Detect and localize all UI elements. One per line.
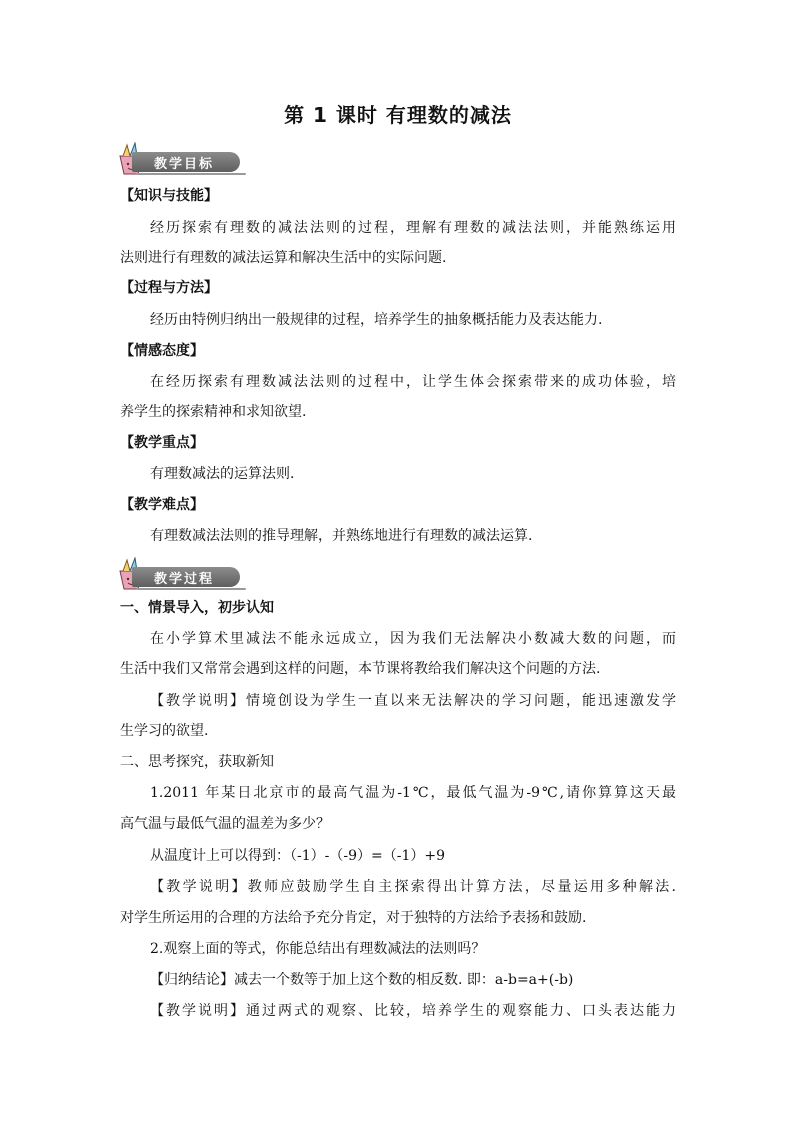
heading-knowledge: 【知识与技能】 — [120, 188, 218, 204]
text-line: 经历探索有理数的减法法则的过程，理解有理数的减法法则，并能熟练运用 — [150, 220, 676, 236]
text-line: 对学生所运用的合理的方法给予充分肯定，对于独特的方法给予表扬和鼓励. — [120, 910, 587, 926]
text-line: 有理数减法的运算法则. — [150, 466, 295, 482]
heading-attitude: 【情感态度】 — [120, 343, 204, 359]
text-line: 有理数减法法则的推导理解，并熟练地进行有理数的减法运算. — [150, 528, 533, 544]
section-badge-process — [114, 557, 244, 589]
text-line: 生活中我们又常常会遇到这样的问题，本节课将教给我们解决这个问题的方法. — [120, 661, 601, 677]
section-heading-1: 一、情景导入，初步认知 — [120, 600, 274, 616]
text-line: 【教学说明】教师应鼓励学生自主探索得出计算方法，尽量运用多种解法. — [150, 879, 676, 895]
section-badge-objectives — [114, 142, 244, 174]
text-line: 【教学说明】情境创设为学生一直以来无法解决的学习问题，能迅速激发学 — [150, 693, 676, 709]
equation-line: 从温度计上可以得到：（-1）-（-9）=（-1）+9 — [150, 848, 446, 864]
section-heading-2: 二、思考探究，获取新知 — [120, 754, 274, 770]
text-line: 经历由特例归纳出一般规律的过程，培养学生的抽象概括能力及表达能力. — [150, 312, 603, 328]
text-line: 生学习的欲望. — [120, 723, 209, 739]
text-line: 1.2011 年某日北京市的最高气温为-1℃，最低气温为-9℃,请你算算这天最 — [150, 785, 676, 801]
conclusion-line: 【归纳结论】减去一个数等于加上这个数的相反数. 即：a-b=a+(-b) — [150, 972, 574, 988]
text-line: 高气温与最低气温的温差为多少？ — [120, 816, 330, 832]
text-line: 在经历探索有理数减法法则的过程中，让学生体会探索带来的成功体验，培 — [150, 374, 676, 390]
text-line: 法则进行有理数的减法运算和解决生活中的实际问题. — [120, 250, 447, 266]
heading-difficulty: 【教学难点】 — [120, 497, 204, 513]
heading-key-point: 【教学重点】 — [120, 435, 204, 451]
section-badge-label: 教学过程 — [154, 572, 215, 587]
section-badge-label: 教学目标 — [154, 157, 215, 172]
text-line: 养学生的探索精神和求知欲望. — [120, 404, 307, 420]
heading-process: 【过程与方法】 — [120, 280, 218, 296]
text-line: 在小学算术里减法不能永远成立，因为我们无法解决小数减大数的问题，而 — [150, 631, 676, 647]
text-line: 【教学说明】通过两式的观察、比较，培养学生的观察能力、口头表达能力 — [150, 1003, 676, 1019]
text-line: 2.观察上面的等式，你能总结出有理数减法的法则吗？ — [150, 941, 486, 957]
page-title: 第 1 课时 有理数的减法 — [284, 103, 512, 127]
